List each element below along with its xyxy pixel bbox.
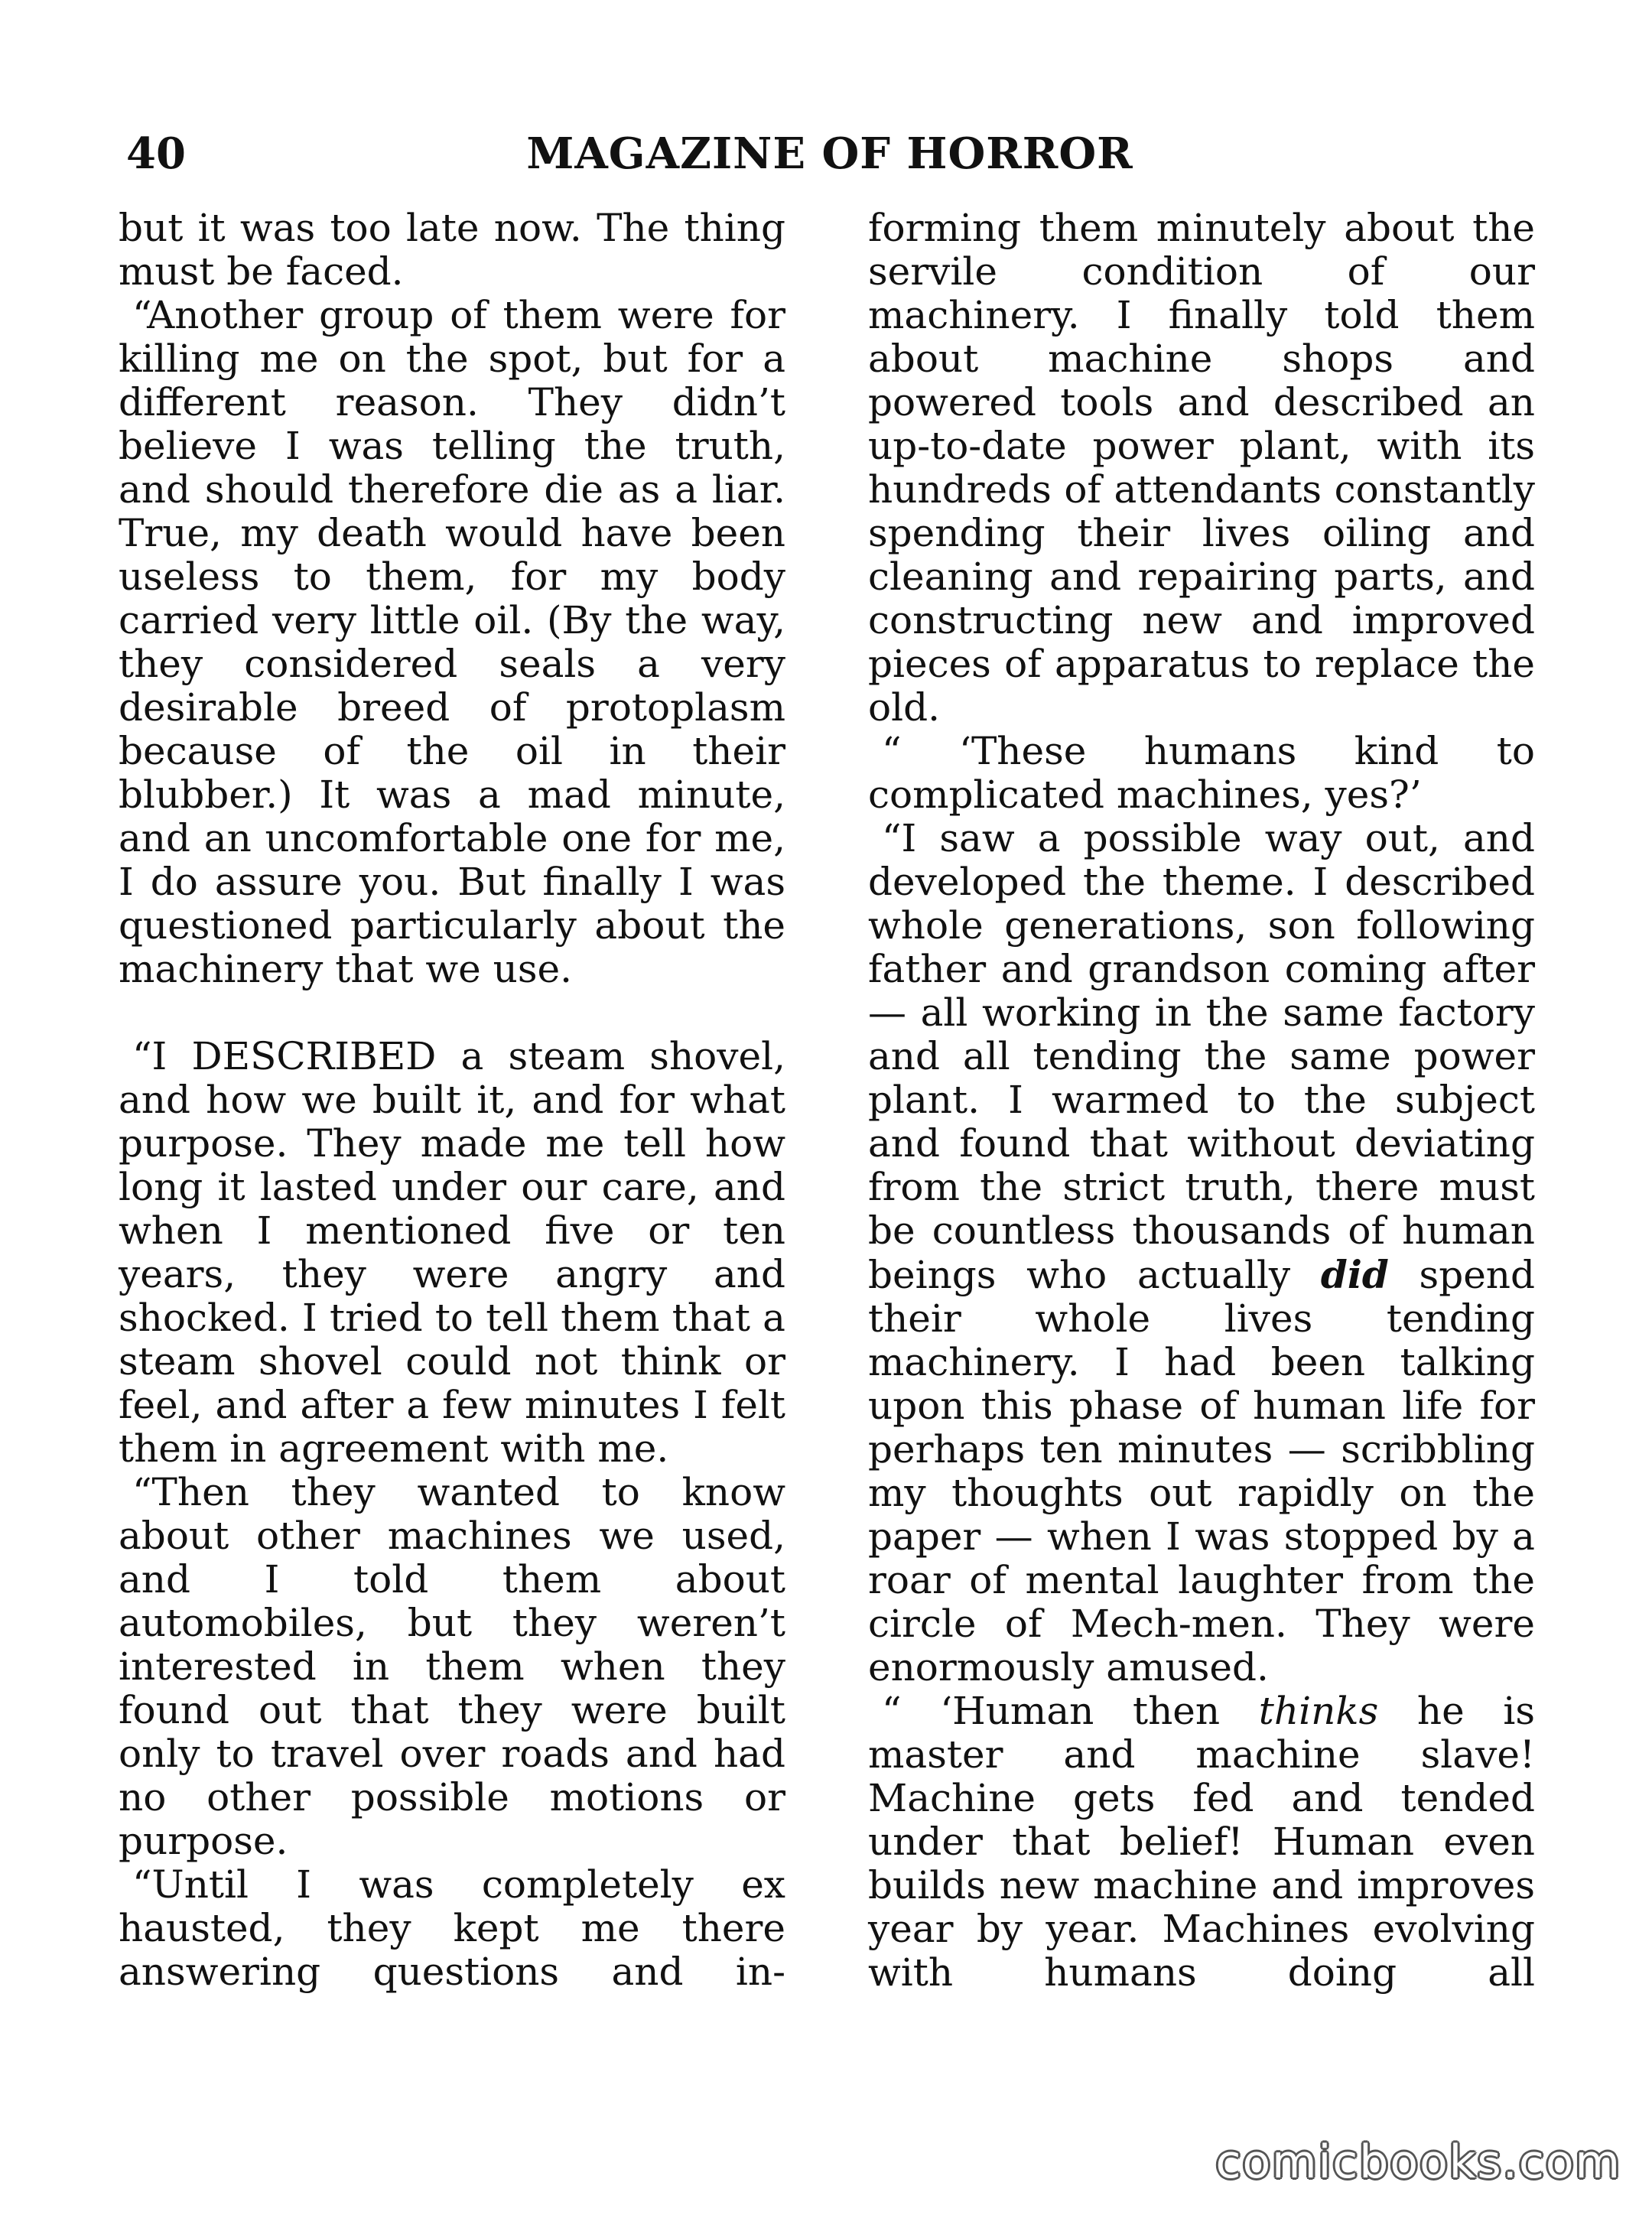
paragraph: forming them minutely about the servile condition of our machinery. I finally told them about machine shops and powered tools and described an up-to-date power plant, with its hundreds of attendants constantly spending their lives oiling and cleaning and repairing parts, and constructing new and improved pieces of apparatus to replace the old.	[868, 206, 1535, 730]
paragraph	[868, 1690, 1535, 1995]
running-title: MAGAZINE OF HORROR	[526, 128, 1133, 179]
paragraph: “Until I was completely ex hausted, they kept me there answering questions and in-	[119, 1862, 785, 1994]
paragraph: “Then they wanted to know about other machines we used, and I told them about automobiles, but they weren’t interested in them when they found out that they were built only to travel over roads and had no other possible motions or purpose.	[119, 1470, 785, 1863]
page-number: 40	[126, 128, 186, 179]
text-run: “I saw a possible way out, and developed the theme. I described whole generations, son following father and grandson coming after — all working in the same factory and all tending the same power plant. I warmed to the subject and found that without deviating from the strict truth, there must be countless thousands of human beings who actually	[868, 816, 1535, 1297]
paragraph: but it was too late now. The thing must be faced.	[119, 206, 785, 294]
text-run: “ ‘Human then	[882, 1689, 1259, 1733]
paragraph: “ ‘These humans kind to complicated machines, yes?’	[868, 729, 1535, 817]
paragraph: “I DESCRIBED a steam shovel, and how we built it, and for what purpose. They made me tell how long it lasted under our care, and when I mentioned five or ten years, they were angry and shocked. I tried to tell them that a steam shovel could not think or feel, and after a few minutes I felt them in agreement with me.	[119, 1034, 785, 1471]
emphasis: thinks	[1258, 1689, 1379, 1733]
site-watermark: comicbooks.com	[1215, 2135, 1621, 2189]
emphasis: did	[1320, 1252, 1389, 1297]
right-column	[868, 207, 1535, 1995]
left-column	[119, 207, 785, 1994]
page-header	[119, 128, 1541, 182]
text-run: he is master and machine slave! Machine gets fed and tended under that belief! Human even builds new machine and improves year by year. Machines evolving with humans doing all	[868, 1689, 1536, 1995]
text-run: spend their whole lives tending machinery. I had been talking upon this phase of human life for perhaps ten minutes — scribbling my thoughts out rapidly on the paper — when I was stopped by a roar of mental laughter from the circle of Mech-men. They were enormously amused.	[868, 1253, 1536, 1690]
paragraph	[868, 817, 1535, 1690]
paragraph: “Another group of them were for killing me on the spot, but for a different reason. They didn’t believe I was telling the truth, and should therefore die as a liar. True, my death would have been useless to them, for my body carried very little oil. (By the way, they considered seals a very desirable breed of protoplasm because of the oil in their blubber.) It was a mad minute, and an uncomfortable one for me, I do assure you. But finally I was questioned particularly about the machinery that we use.	[119, 293, 785, 991]
